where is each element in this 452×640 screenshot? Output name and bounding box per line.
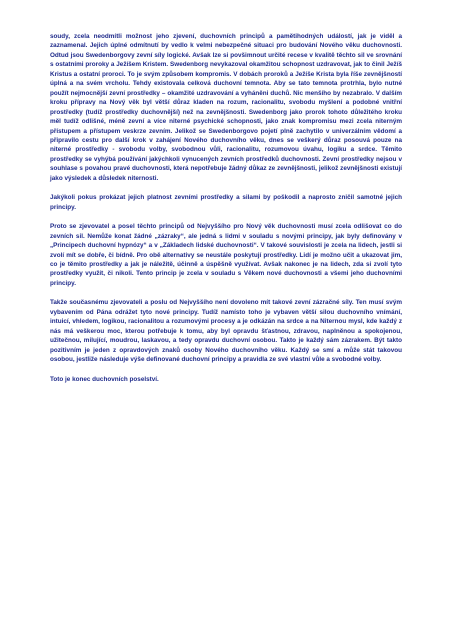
paragraph-proof: Jakýkoli pokus prokázat jejich platnost zevními prostředky a silami by poškodil a naprosto zničil samotné jejich principy.: [50, 194, 402, 211]
document-page: [50, 32, 402, 384]
paragraph-messenger: Proto se zjevovatel a posel těchto principů od Nejvyššího pro Nový věk duchovnosti musí zcela odlišovat co do zevních sil. Nemůže konat žádné „zázraky“, ale jedná s lidmi v souladu s novými principy, jak byly definovány v „Principech duchovní hypnózy“ a v „Základech lidské duchovnosti“. V takové souvislosti je zcela na lidech, jestli si zvolí mít se dobře, či bídně. Pro obě alternativy se neustále poskytují prostředky. Lidí je možno učit a ukazovat jim, co je těmito prostředky a jak je náležitě, účinně a úspěšně využívat. Avšak nakonec je na lidech, zda si zvolí tyto prostředky využít, či nikoli. Tento princip je zcela v souladu s Věkem nové duchovnosti a všemi jeho duchovními principy.: [50, 223, 402, 287]
paragraph-current-revelator: Takže současnému zjevovateli a poslu od Nejvyššího není dovoleno mít takové zevní zázračné síly. Ten musí svým vybavením od Pána odrážet tyto nové principy. Tudíž namísto toho je vybaven větší silou duchovního vnímání, intuicí, vhledem, logikou, racionalitou a rozumovými procesy a je odkázán na srdce a na Niternou mysl, kde každý z nás má veškerou moc, kterou potřebuje k tomu, aby byl opravdu šťastnou, zdravou, naplněnou a spokojenou, užitečnou, milující, moudrou, laskavou, a tedy opravdu duchovní osobou. Takto je každý sám zázrakem. Být takto pozitivním je jeden z opravdových znaků osoby Nového duchovního věku. Každý se smí a může stát takovou osobou, jestliže následuje výše definované duchovní principy a pravidla ze své vlastní vůle a svobodné volby.: [50, 299, 402, 364]
paragraph-end: Toto je konec duchovních poselství.: [50, 375, 159, 383]
paragraph-swedenborg: soudy, zcela neodmítli možnost jeho zjevení, duchovních principů a pamětihodných událostí, jak je viděl a zaznamenal. Jejich úplné odmítnutí by vedlo k velmi nebezpečné situaci pro budování Nového věku duchovnosti. Odtud jsou Swedenborgovy zevní síly logické. Avšak lze si povšimnout určité recese v kvalitě těchto sil ve srovnání s ostatními proroky a Ježíšem Kristem. Swedenborg nevykazoval okamžitou schopnost uzdravovat, jak to činil Ježíš Kristus a ostatní proroci. To je svým způsobem kompromis. V dobách proroků a Ježíše Krista byla říše zevnějšností úplná a na svém vrcholu. Tehdy existovala celková duchovní temnota. Aby se tato temnota protrhla, bylo nutné použít nejmocnější zevní prostředky – okamžité uzdravování a vyháněni duchů. Nic menšího by nezabralo. V dalším kroku přípravy na Nový věk byl větší důraz kladen na rozum, racionalitu, svobodu myšlení a podobné vnitřní prostředky (tudíž prostředky duchovnější) než na zevnějšnosti. Swedenborg jako prorok tohoto důležitého kroku měl tudíž odlišné, méně zevní a více niterné psychické schopnosti, jako znak kompromisu mezi zcela niterným přístupem a přístupem veskrze zevním. Jelikož se Swedenborgovo pojetí plně zachytilo v univerzálním vědomí a připravilo cestu pro další krok v zahájení Nového duchovního věku, dnes se veškerý důraz posouvá pouze na niterné prostředky - svobodu volby, svobodnou vůli, racionalitu, rozumovou úvahu, logiku a srdce. Těmito prostředky se vyhýbá používání jakýchkoli vynucených zevních prostředků duchovnosti. Zevní prostředky nejsou v souhlase s povahou pravé duchovnosti, která nepotřebuje žádný důkaz ze zevnějšnosti, jelikož zevnějšnosti existují jako výsledek a důsledek niternosti.: [50, 33, 402, 182]
